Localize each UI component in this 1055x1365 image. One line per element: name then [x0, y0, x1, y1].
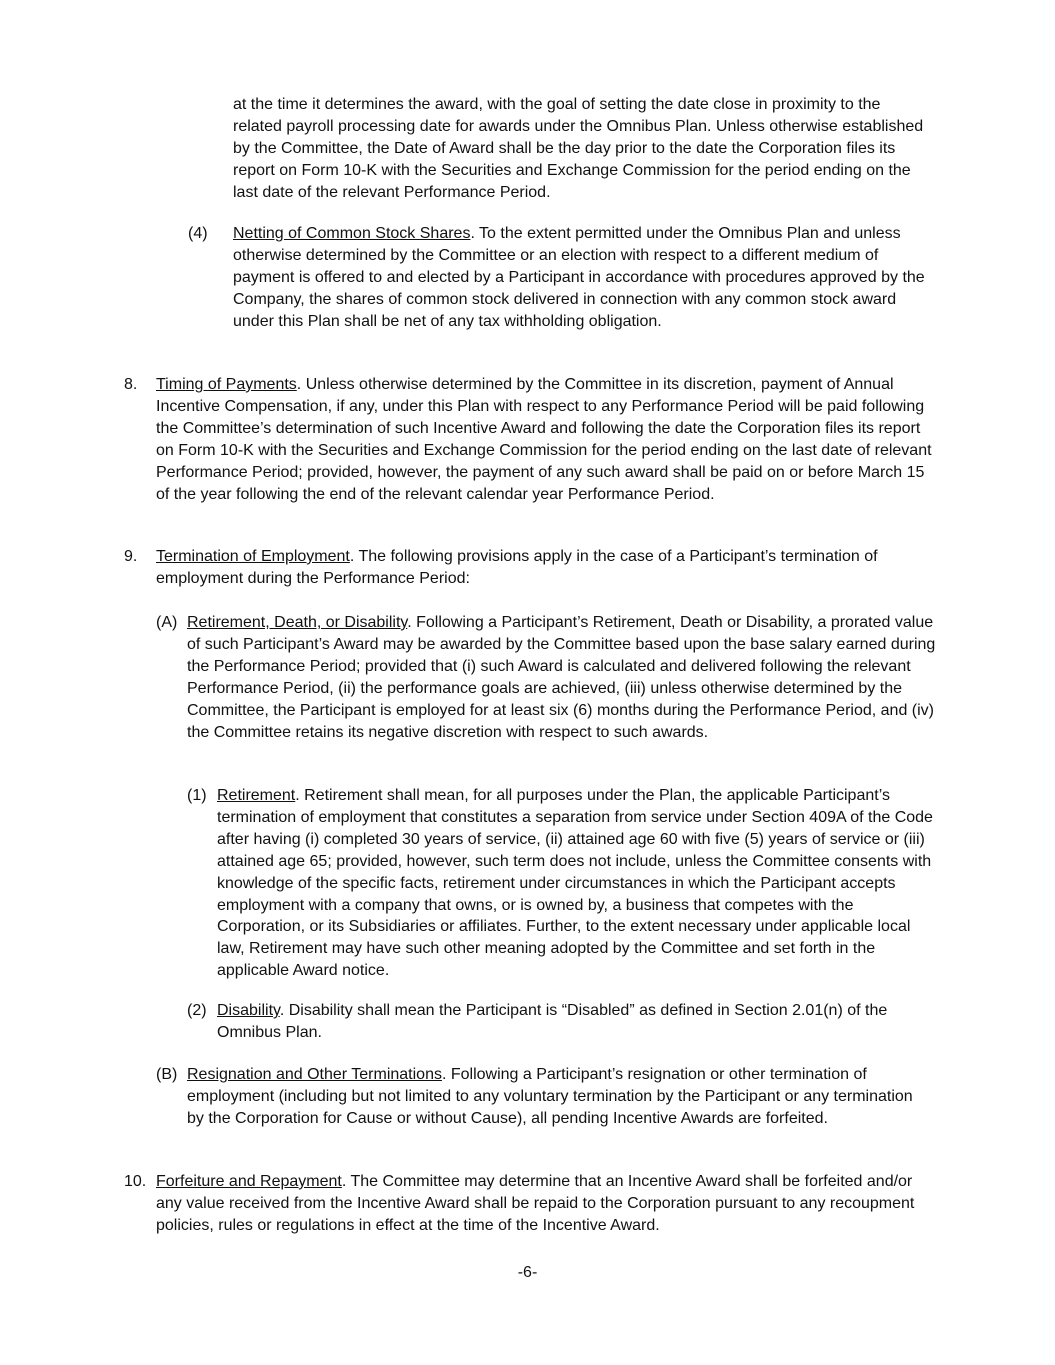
item-4-paragraph — [233, 223, 933, 333]
item-b-heading: Resignation and Other Terminations — [187, 1066, 442, 1083]
item-a-heading: Retirement, Death, or Disability — [187, 614, 408, 631]
page-number: -6- — [517, 1264, 538, 1281]
section-9-text: . The following provisions apply in the case of a Participant’s termination of employment during the Performance Period: — [156, 548, 878, 587]
item-4-heading: Netting of Common Stock Shares — [233, 225, 471, 242]
section-9-paragraph — [156, 546, 896, 590]
item-4-text: . To the extent permitted under the Omnibus Plan and unless otherwise determined by the Committee or an election with respect to a different medium of payment is offered to and elected by a Participant in accordance with procedures approved by the Company, the shares of common stock delivered in connection with any common stock award under this Plan shall be net of any tax withholding obligation. — [233, 225, 925, 330]
section-7-continuation: at the time it determines the award, with the goal of setting the date close in proximity to the related payroll processing date for awards under the Omnibus Plan. Unless otherwise established by the Committee, the Date of Award shall be the day prior to the date the Corporation files its report on Form 10-K with the Securities and Exchange Commission for the period ending on the last date of the relevant Performance Period. — [233, 96, 924, 201]
section-9-heading: Termination of Employment — [156, 548, 350, 565]
section-8-paragraph — [156, 374, 936, 505]
item-a-paragraph — [187, 612, 937, 743]
section-9-number: 9. — [124, 548, 138, 565]
item-b-text: . Following a Participant’s resignation or other termination of employment (including but not limited to any voluntary termination by the Participant or any termination by the Corporation for Cause or without Cause), all pending Incentive Awards are forfeited. — [187, 1066, 913, 1127]
section-8-heading: Timing of Payments — [156, 376, 297, 393]
item-2-text: . Disability shall mean the Participant is “Disabled” as defined in Section 2.01(n) of the Omnibus Plan. — [217, 1002, 888, 1041]
item-2-number: (2) — [187, 1002, 207, 1019]
item-1-number: (1) — [187, 787, 207, 804]
section-10-number: 10. — [124, 1173, 147, 1190]
item-1-paragraph — [217, 785, 937, 982]
item-2-heading: Disability — [217, 1002, 280, 1019]
item-a-number: (A) — [156, 614, 178, 631]
item-1-text: . Retirement shall mean, for all purposes under the Plan, the applicable Participant’s termination of employment that constitutes a separation from service under Section 409A of the Code after having (i) completed 30 years of service, (ii) attained age 60 with five (5) years of service or (iii) attained age 65; provided, however, such term does not include, unless the Committee consents with knowledge of the specific facts, retirement under circumstances in which the Participant accepts employment with a company that owns, or is owned by, a business that competes with the Corporation, or its Subsidiaries or affiliates. Further, to the extent necessary under applicable local law, Retirement may have such other meaning adopted by the Committee and set forth in the applicable Award notice. — [217, 787, 933, 980]
item-4-number: (4) — [188, 225, 208, 242]
section-8-text: . Unless otherwise determined by the Committee in its discretion, payment of Annual Incentive Compensation, if any, under this Plan with respect to any Performance Period will be paid following the Committee’s determination of such Incentive Award and following the date the Corporation files its report on Form 10-K with the Securities and Exchange Commission for the period ending on the last date of relevant Performance Period; provided, however, the payment of any such award shall be paid on or before March 15 of the year following the end of the relevant calendar year Performance Period. — [156, 376, 932, 503]
item-a-text: . Following a Participant’s Retirement, Death or Disability, a prorated value of such Participant’s Award may be awarded by the Committee based upon the base salary earned during the Performance Period; provided that (i) such Award is calculated and delivered following the relevant Performance Period, (ii) the performance goals are achieved, (iii) unless otherwise determined by the Committee, the Participant is employed for at least six (6) months during the Performance Period, and (iv) the Committee retains its negative discretion with respect to such awards. — [187, 614, 936, 741]
item-b-paragraph — [187, 1064, 927, 1130]
item-b-number: (B) — [156, 1066, 178, 1083]
section-8-number: 8. — [124, 376, 138, 393]
item-2-paragraph — [217, 1000, 932, 1044]
section-10-heading: Forfeiture and Repayment — [156, 1173, 342, 1190]
item-1-heading: Retirement — [217, 787, 296, 804]
section-10-text: . The Committee may determine that an Incentive Award shall be forfeited and/or any value received from the Incentive Award shall be repaid to the Corporation pursuant to any recoupment policies, rules or regulations in effect at the time of the Incentive Award. — [156, 1173, 915, 1234]
section-10-paragraph — [156, 1171, 936, 1237]
